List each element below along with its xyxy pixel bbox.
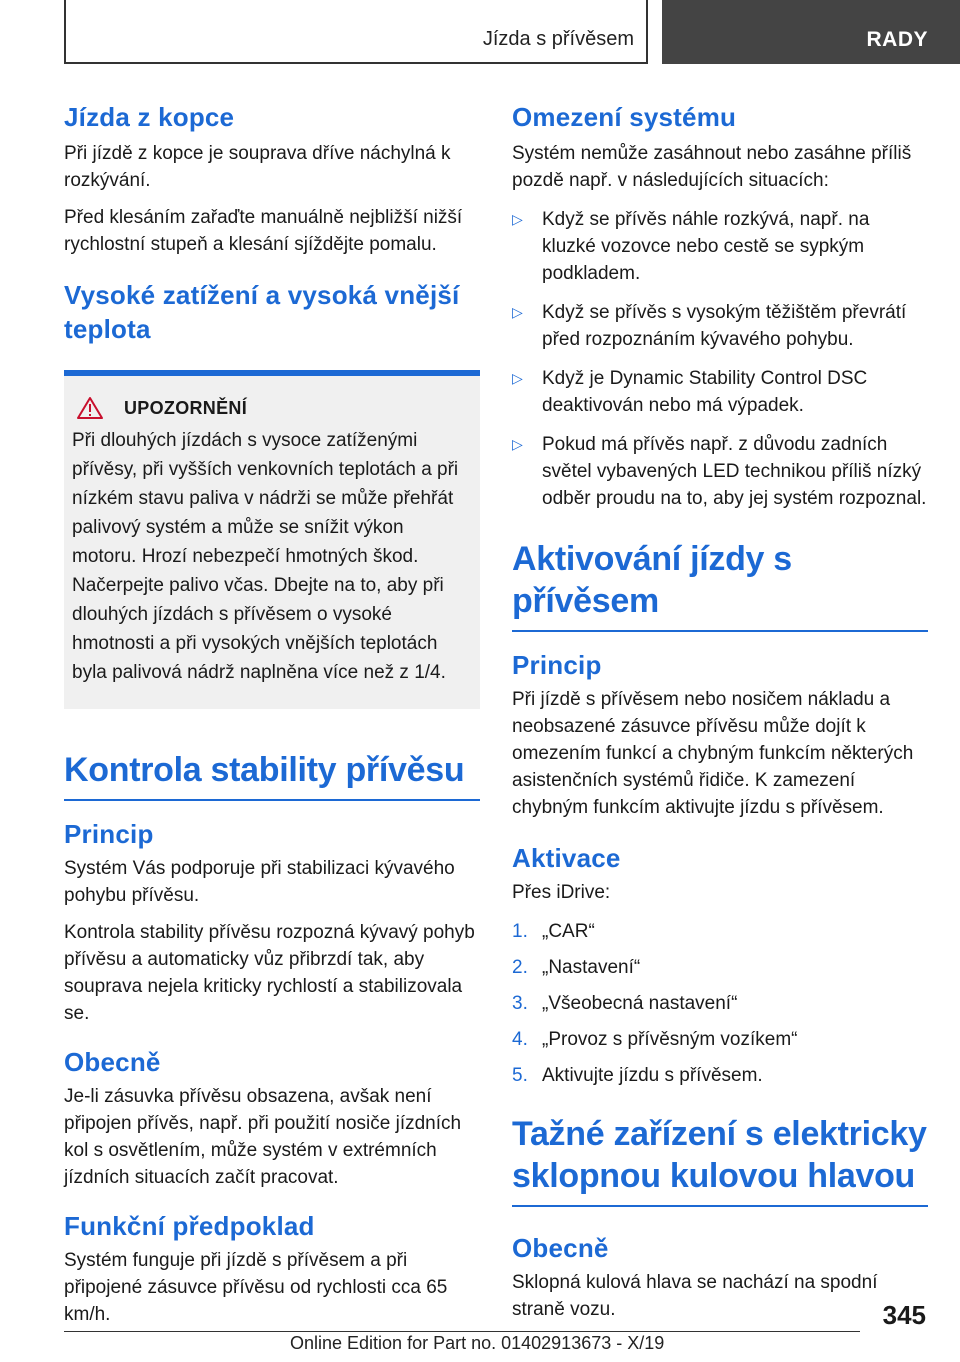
limits-heading: Omezení systému bbox=[512, 102, 737, 132]
list-item: ▷ Když se přívěs s vysokým těžištěm převrátí před rozpoznáním kývavého pohybu. bbox=[512, 299, 928, 353]
stability-requirement-heading: Funkční předpoklad bbox=[64, 1211, 315, 1241]
stability-principle-paragraph-1: Systém Vás podporuje při stabilizaci kývavého pohybu přívěsu. bbox=[64, 858, 455, 906]
list-item: ▷ Pokud má přívěs např. z důvodu zadních světel vybavených LED technikou příliš nízký odběr proudu na to, aby jej systém rozpoznal. bbox=[512, 431, 928, 512]
triangle-bullet-icon: ▷ bbox=[512, 211, 523, 227]
activate-intro: Přes iDrive: bbox=[512, 882, 611, 903]
triangle-bullet-icon: ▷ bbox=[512, 436, 523, 452]
list-item: 3. „Všeobecná nastavení“ bbox=[512, 993, 738, 1014]
stability-general-paragraph: Je-li zásuvka přívěsu obsazena, avšak není připojen přívěs, např. při použití nosiče jízdních kol s osvětlením, může systém v extrémních jízdních situacích začít pracovat. bbox=[64, 1086, 462, 1188]
list-item: ▷ Když je Dynamic Stability Control DSC deaktivován nebo má výpadek. bbox=[512, 365, 928, 419]
right-column bbox=[512, 100, 928, 1323]
downhill-paragraph-1: Při jízdě z kopce je souprava dříve náchylná k rozkývání. bbox=[64, 143, 451, 191]
header-section-box bbox=[64, 0, 648, 64]
footer-divider bbox=[64, 1331, 860, 1332]
hitch-general-heading: Obecně bbox=[512, 1233, 609, 1263]
activation-steps bbox=[512, 918, 928, 1089]
limits-list bbox=[512, 206, 928, 512]
footer-edition: Online Edition for Part no. 01402913673 - X/19 bbox=[290, 1333, 665, 1353]
stability-requirement-paragraph: Systém funguje při jízdě s přívěsem a při připojené zásuvce přívěsu od rychlosti cca 65 km/h. bbox=[64, 1250, 448, 1325]
downhill-paragraph-2: Před klesáním zařaďte manuálně nejbližší nižší rychlostní stupeň a klesání sjíždějte pomalu. bbox=[64, 207, 463, 255]
list-item: 4. „Provoz s přívěsným vozíkem“ bbox=[512, 1029, 798, 1050]
warning-title: UPOZORNĚNÍ bbox=[124, 397, 248, 418]
activation-principle-heading: Princip bbox=[512, 650, 602, 680]
activation-heading: Aktivování jízdy s přívěsem bbox=[512, 538, 928, 632]
warning-header bbox=[72, 396, 472, 420]
hitch-heading: Tažné zařízení s elektricky sklopnou kulovou hlavou bbox=[512, 1113, 928, 1207]
list-item: 2. „Nastavení“ bbox=[512, 957, 641, 978]
triangle-bullet-icon: ▷ bbox=[512, 304, 523, 320]
left-column bbox=[64, 100, 480, 1328]
page-number: 345 bbox=[882, 1300, 926, 1330]
activate-heading: Aktivace bbox=[512, 843, 621, 873]
warning-box bbox=[64, 370, 480, 709]
limits-intro: Systém nemůže zasáhnout nebo zasáhne příliš pozdě např. v následujících situacích: bbox=[512, 143, 912, 191]
warning-triangle-icon bbox=[76, 396, 104, 420]
header-section-title: Jízda s přívěsem bbox=[482, 28, 634, 50]
downhill-heading: Jízda z kopce bbox=[64, 102, 235, 132]
stability-general-heading: Obecně bbox=[64, 1047, 161, 1077]
hitch-general-paragraph: Sklopná kulová hlava se nachází na spodní straně vozu. bbox=[512, 1272, 878, 1320]
list-item: 1. „CAR“ bbox=[512, 921, 595, 942]
warning-text: Při dlouhých jízdách s vysoce zatíženými přívěsy, při vyšších venkovních teplotách a při nízkém stavu paliva v nádrži se může přehřát palivový systém a může se snížit výkon motoru. Hrozí nebezpečí hmotných škod. Načerpejte palivo včas. Dbejte na to, aby při dlouhých jízdách s přívěsem o vysoké hmotnosti a při vysokých vnějších teplotách byla palivová nádrž naplněna více než z 1/4. bbox=[72, 430, 459, 683]
header-chapter-box bbox=[662, 0, 960, 64]
list-item: 5. Aktivujte jízdu s přívěsem. bbox=[512, 1065, 763, 1086]
stability-principle-heading: Princip bbox=[64, 819, 154, 849]
header-chapter-title: RADY bbox=[866, 28, 928, 51]
heat-heading: Vysoké zatížení a vysoká vnější teplota bbox=[64, 280, 460, 344]
activation-principle-paragraph: Při jízdě s přívěsem nebo nosičem nákladu a neobsazené zásuvce přívěsu může dojít k omezením funkcí a chybným funkcím některých asistenčních systémů řidiče. K zamezení chybným funkcím aktivujte jízdu s přívěsem. bbox=[512, 689, 914, 818]
stability-principle-paragraph-2: Kontrola stability přívěsu rozpozná kývavý pohyb přívěsu a automaticky vůz přibrzdí tak, aby souprava nejela kriticky rychlostí a stabilizovala se. bbox=[64, 922, 475, 1024]
triangle-bullet-icon: ▷ bbox=[512, 370, 523, 386]
stability-heading: Kontrola stability přívěsu bbox=[64, 749, 480, 801]
list-item: ▷ Když se přívěs náhle rozkývá, např. na kluzké vozovce nebo cestě se sypkým podkladem. bbox=[512, 206, 928, 287]
